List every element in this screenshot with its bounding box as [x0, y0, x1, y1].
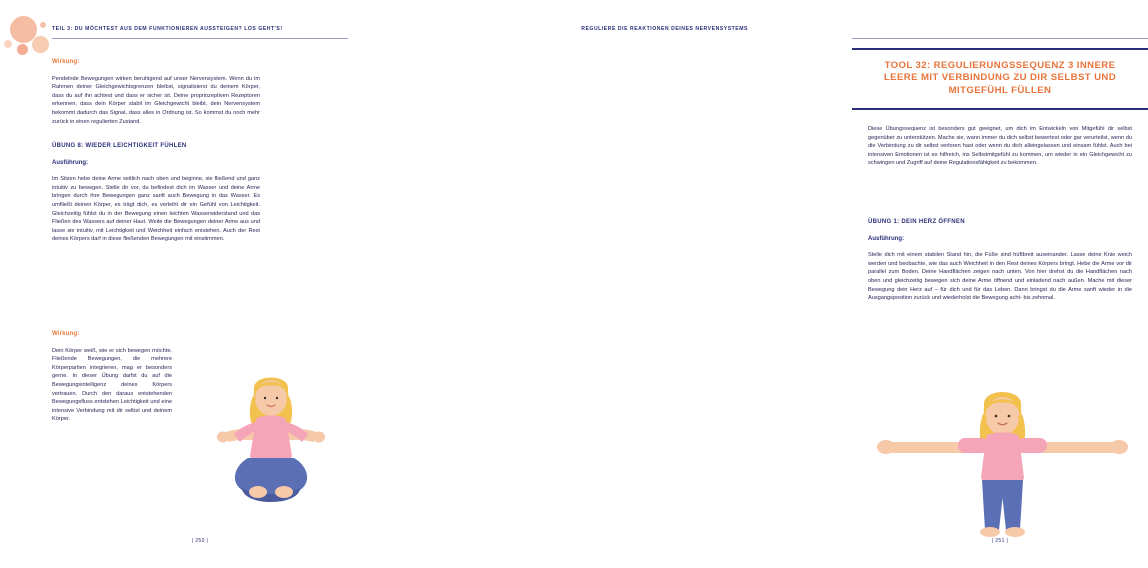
- subheading-ausfuehrung-right: Ausführung:: [868, 235, 904, 242]
- body-uebung-8: Im Sitzen hebe deine Arme seitlich nach oben und beginne, sie fließend und ganz intuitiv zu bewegen. Stelle dir vor, du befindest dich im Wasser und deine Arme bringen durch ihre Bewegungen ganz sanft auch Bewegung in das Wasser. Es umfließt deinen Körper, es trägt dich, es verleiht dir ein Gefühl von Leichtigkeit. Gleichzeitig fühlst du in der Bewegung einen leichten Wasserwiderstand und das Fließen des Wassers auf deiner Haut. Weite die Bewegungen deiner Arme aus und lasse sie intuitiv, mit Leichtigkeit und Weichheit einfach entstehen. Auch der Rest deines Körpers darf in diese fließenden Bewegungen mit einstimmen.: [52, 176, 260, 243]
- body-wirkung-1: Pendelnde Bewegungen wirken beruhigend auf unser Nervensystem. Wenn du im Rahmen deiner Gleichgewichtsgrenzen bleibst, signalisierst du deinem Körper, dass du auf ihn achtest und dass er sicher ist. Deine propriozeptiven Rezeptoren erkennen, dass dein Körper stabil im Gleichgewicht bleibt, dein Nervensystem bekommt dadurch das Signal, dass alles in Ordnung ist. So kommst du noch mehr zurück in einen regulierten Zustand.: [52, 75, 260, 125]
- body-uebung-1: Stelle dich mit einem stabilen Stand hin, die Füße sind hüftbreit auseinander. Lasse deine Knie weich werden und beobachte, wie das auch Weichheit in den Rest deines Körpers bringt. Hebe die Arme vor dir parallel zum Boden. Deine Handflächen zeigen nach unten. Von hier drehst du die Handflächen nach oben und gleichzeitig bewegen sich deine Arme öffnend und einladend nach außen. Mache mit dieser Bewegung dein Herz auf – für dich und für das Leben. Dann bringst du die Arme sanft wieder in die Ausgangsposition zurück und wiederholst die Bewegung acht- bis zehnmal.: [868, 252, 1132, 302]
- left-section-uebung-8: [52, 142, 260, 252]
- left-section-wirkung-1: [52, 58, 260, 134]
- subheading-ausfuehrung-left: Ausführung:: [52, 159, 88, 166]
- tool-title: TOOL 32: REGULIERUNGSSEQUENZ 3 INNERE LEERE MIT VERBINDUNG ZU DIR SELBST UND MITGEFÜHL FÜLLEN: [883, 60, 1117, 96]
- header-rule-left: [52, 38, 348, 39]
- body-intro-right: Diese Übungssequenz ist besonders gut geeignet, um dich im Entwickeln von Mitgefühl dir selbst gegenüber zu unterstützen. Mache sie, wann immer du dich selbst bewertest oder gar verurteilst, wenn du die Verbindung zu dir selbst verloren hast oder wenn du dich alleingelassen und einsam fühlst. Auch bei intensiven Emotionen ist es hilfreich, ins Selbstmitgefühl zu kommen, um wieder in ein Gleichgewicht zu schwingen und Zugriff auf deine Regulationsfähigkeit zu bekommen.: [868, 126, 1132, 167]
- folio-right: | 251 |: [991, 538, 1009, 544]
- right-intro-paragraph: [868, 125, 1132, 176]
- tool-title-box: [852, 48, 1148, 110]
- seated-woman-arms-out-illustration: [196, 370, 346, 530]
- heading-wirkung-1: Wirkung:: [52, 59, 80, 65]
- heading-uebung-1: ÜBUNG 1: DEIN HERZ ÖFFNEN: [868, 219, 965, 225]
- right-page: [400, 0, 1132, 568]
- heading-uebung-8: ÜBUNG 8: WIEDER LEICHTIGKEIT FÜHLEN: [52, 143, 187, 149]
- left-section-wirkung-2: [52, 330, 172, 432]
- folio-left: | 250 |: [191, 538, 209, 544]
- header-rule-right: [852, 38, 1148, 39]
- left-page: [0, 0, 400, 568]
- body-wirkung-2: Dein Körper weiß, wie er sich bewegen möchte. Fließende Bewegungen, die mehrere Körperpartien integrieren, mag er besonders gerne. In dieser Übung darfst du auf die Bewegungsintelligenz deines Körpers vertrauen. Durch den daraus entstehenden Bewegungsfluss entstehen Leichtigkeit und eine intensive Verbindung mit dir selbst und deinem Körper.: [52, 347, 172, 423]
- standing-woman-arms-open-illustration: [870, 390, 1135, 540]
- running-head-left: TEIL 3: DU MÖCHTEST AUS DEM FUNKTIONIEREN AUSSTEIGEN? LOS GEHT'S!: [52, 26, 283, 32]
- running-head-right: REGULIERE DIE REAKTIONEN DEINES NERVENSYSTEMS: [581, 26, 748, 32]
- heading-wirkung-2: Wirkung:: [52, 331, 80, 337]
- right-section-uebung-1: [868, 218, 1132, 311]
